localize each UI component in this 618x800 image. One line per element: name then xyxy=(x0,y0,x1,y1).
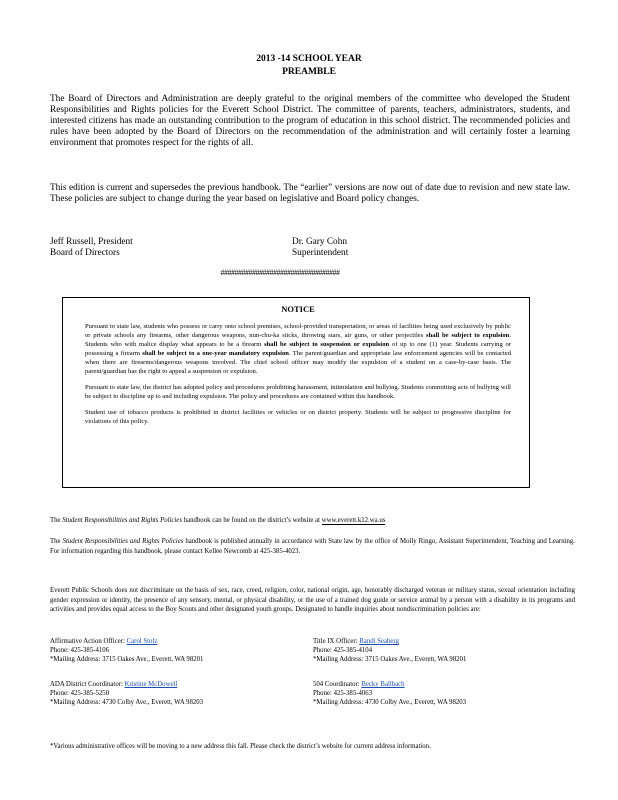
notice-paragraph-tobacco: Student use of tobacco products is prohibited in district facilities or vehicles or on district property. Students will be subject to progressive discipline for violations of this policy. xyxy=(85,409,511,425)
district-website-link[interactable]: www.everett.k12.wa.us xyxy=(321,517,386,524)
contact-name-link[interactable]: Kristine McDowell xyxy=(124,681,178,688)
signature-right-name: Dr. Gary Cohn xyxy=(292,237,348,247)
contact-affirmative-action: Affirmative Action Officer: Carol Stolz Phone: 425-385-4106 *Mailing Address: 3715 Oakes Ave., Everett, WA 98201 xyxy=(50,638,204,663)
info-website-paragraph: The Student Responsibilities and Rights Policies handbook can be found on the district’s website at www.everett.k12.wa.us xyxy=(50,517,386,524)
notice-paragraph-weapons: Pursuant to state law, students who possess or carry onto school premises, school-provided transportation, or areas of facilities being used exclusively by public or private schools any firearms, other dangerous weapons, nun-chu-ka sticks, throwing stars, air guns, or other projectiles shall be subject to expulsion. Students who with malice display what appears to be a firearm shall be subject to suspension or expulsion of up to one (1) year. Students carrying or possessing a firearm shall be subject to a one-year mandatory expulsion. The parent/guardian and appropriate law enforcement agencies will be contacted when there are firearms/dangerous weapons involved. The chief school officer may modify the expulsion of a student on a case-by-case basis. The parent/guardian has the right to appeal a suspension or expulsion. xyxy=(85,323,511,375)
signature-left-title: Board of Directors xyxy=(50,248,120,258)
preamble-paragraph-1: The Board of Directors and Administration are deeply grateful to the original members of the committee who developed the Student Responsibilities and Rights policies for the Everett School District. The committee of parents, teachers, administrators, students, and interested citizens has made an outstanding contribution to the program of education in this school district. The recommended policies and rules have been adopted by the Board of Directors on the recommendation of the administration and will certainly foster a learning environment that promotes respect for the rights of all. xyxy=(50,94,570,148)
contact-name-link[interactable]: Carol Stolz xyxy=(126,638,158,645)
signature-left xyxy=(50,237,133,259)
signature-right-title: Superintendent xyxy=(292,248,349,258)
nondiscrimination-paragraph: Everett Public Schools does not discriminate on the basis of sex, race, creed, religion, color, national origin, age, honorably discharged veteran or military status, sexual orientation including gender expression or identity, the presence of any sensory, mental, or physical disability, or the use of a trained dog guide or service animal by a person with a disability in its programs and activities and provides equal access to the Boy Scouts and other designated youth groups. Designated to handle inquiries about nondiscrimination policies are: xyxy=(50,587,575,613)
contact-ada-coordinator: ADA District Coordinator: Kristine McDowell Phone: 425-385-5250 *Mailing Address: 4730 Colby Ave., Everett, WA 98203 xyxy=(50,681,204,706)
contact-name-link[interactable]: Becky Ballbach xyxy=(361,681,405,688)
notice-paragraph-bullying: Pursuant to state law, the district has adopted policy and procedures prohibiting harassment, intimidation and bullying. Students committing acts of bullying will be subject to discipline up to and including expulsion. The policy and procedures are contained within this handbook. xyxy=(85,384,511,400)
signature-right xyxy=(292,237,348,259)
info-publication-paragraph: The Student Responsibilities and Rights Policies handbook is published annually in accordance with State law by the office of Molly Ringo, Assistant Superintendent, Teaching and Learning. For information regarding this handbook, please contact Kellee Newcomb at 425-385-4023. xyxy=(50,538,575,555)
notice-box xyxy=(62,297,530,488)
preamble-paragraph-2: This edition is current and supersedes the previous handbook. The “earlier” versions are now out of date due to revision and new state law. These policies are subject to change during the year based on legislative and Board policy changes. xyxy=(50,183,570,204)
notice-title: NOTICE xyxy=(281,304,315,314)
title-preamble: PREAMBLE xyxy=(282,67,336,77)
signature-left-name: Jeff Russell, President xyxy=(50,237,133,247)
hash-divider: ################################## xyxy=(220,268,340,277)
contact-504-coordinator: 504 Coordinator: Becky Ballbach Phone: 425-385-4063 *Mailing Address: 4730 Colby Ave., Everett, WA 98203 xyxy=(313,681,467,706)
contact-name-link[interactable]: Randi Seaberg xyxy=(359,638,399,645)
title-year: 2013 -14 SCHOOL YEAR xyxy=(256,54,362,64)
footer-address-note: *Various administrative offices will be moving to a new address this fall. Please check the district’s website for current address information. xyxy=(50,743,431,750)
contact-title-ix: Title IX Officer: Randi Seaberg Phone: 425-385-4104 *Mailing Address: 3715 Oakes Ave., Everett, WA 98201 xyxy=(313,638,467,663)
